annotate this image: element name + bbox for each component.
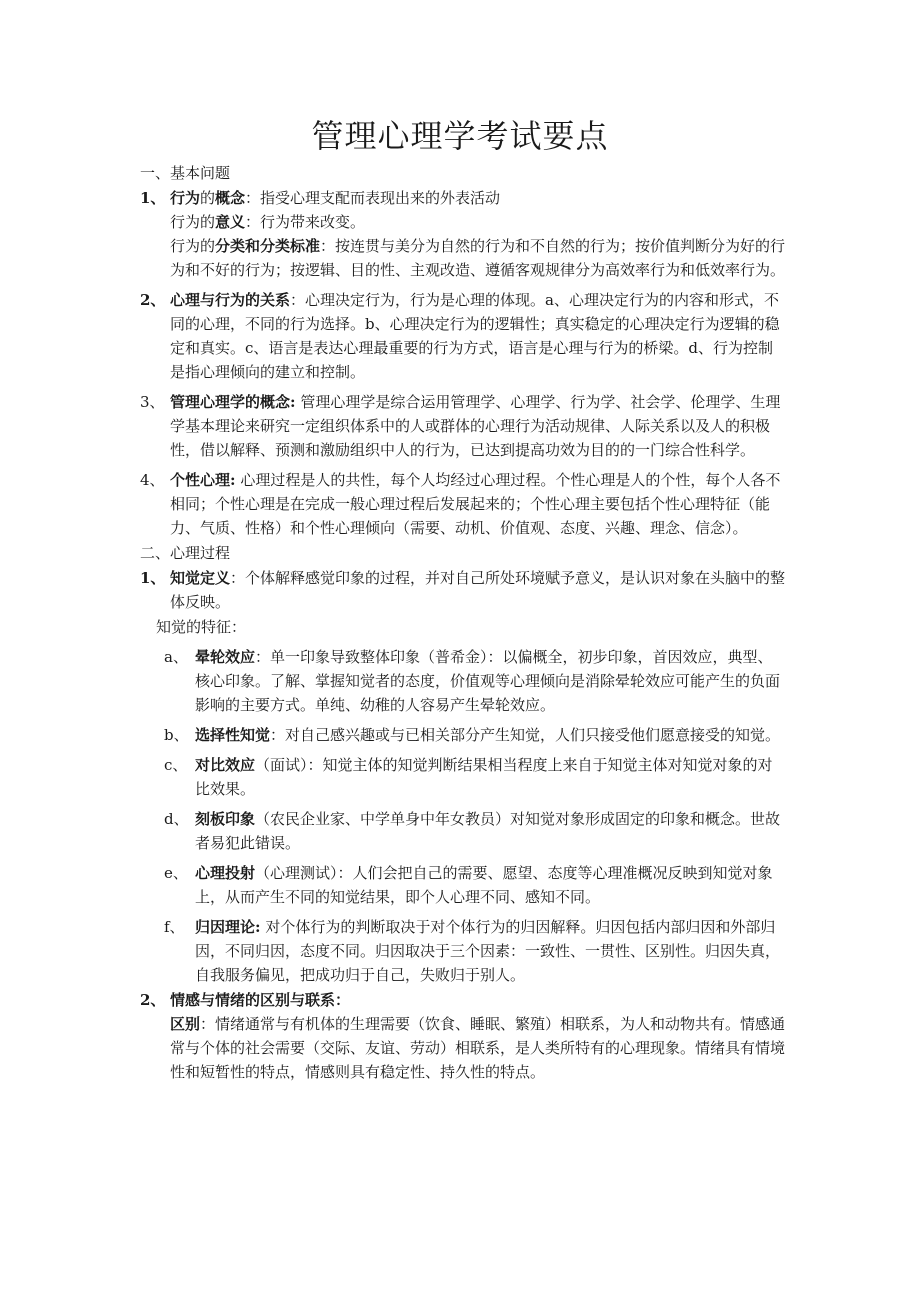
section-heading: 一、基本问题 [140, 164, 231, 182]
text: （心理测试）：人们会把自己的需要、愿望、态度等心理准概况反映到知觉对象上，从而产生不同的知觉结果，即个人心理不同、感知不同。 [195, 864, 773, 906]
paragraph [170, 234, 786, 282]
text: ：个体解释感觉印象的过程，并对自己所处环境赋予意义，是认识对象在头脑中的整体反映。 [170, 569, 786, 611]
paragraph [170, 1012, 786, 1084]
list-item [140, 988, 786, 1084]
term: 管理心理学的概念: [170, 393, 296, 411]
text: ：情绪通常与有机体的生理需要（饮食、睡眠、繁殖）相联系，为人和动物共有。情感通常与个体的社会需要（交际、友谊、劳动）相联系，是人类所特有的心理现象。情绪具有情境性和短暂性的特点，情感则具有稳定性、持久性的特点。 [170, 1015, 786, 1081]
term: 晕轮效应 [195, 648, 256, 666]
term: 选择性知觉 [195, 726, 271, 744]
feature-letter: c、 [164, 756, 188, 774]
term: 刻板印象 [195, 810, 256, 828]
paragraph [170, 210, 786, 234]
paragraph [195, 807, 786, 855]
paragraph [195, 753, 786, 801]
paragraph [170, 566, 786, 614]
feature-item [140, 915, 786, 987]
feature-item [140, 861, 786, 909]
feature-item [140, 753, 786, 801]
text: ：行为带来改变。 [245, 213, 366, 231]
features-label: 知觉的特征： [156, 618, 247, 636]
paragraph [195, 861, 786, 909]
text: 对个体行为的判断取决于对个体行为的归因解释。归因包括内部归因和外部归因，不同归因，态度不同。归因取决于三个因素：一致性、一贯性、区别性。归因失真，自我服务偏见，把成功归于自己，失败归于别人。 [195, 918, 781, 984]
term: 情感与情绪的区别与联系： [170, 991, 351, 1009]
feature-letter: a、 [164, 648, 188, 666]
feature-item [140, 723, 786, 747]
paragraph [170, 288, 786, 384]
text: 的 [200, 189, 216, 207]
paragraph [195, 915, 786, 987]
item-number: 3、 [140, 393, 165, 411]
term: 区别 [170, 1015, 201, 1033]
item-number: 4、 [140, 471, 165, 489]
list-item [140, 288, 786, 384]
term: 心理投射 [195, 864, 256, 882]
page-title: 管理心理学考试要点 [311, 117, 609, 155]
text: ：心理决定行为，行为是心理的体现。a、心理决定行为的内容和形式，不同的心理，不同的行为选择。b、心理决定行为的逻辑性；真实稳定的心理决定行为逻辑的稳定和真实。c、语言是表达心理最重要的行为方式，语言是心理与行为的桥梁。d、行为控制是指心理倾向的建立和控制。 [170, 291, 780, 381]
feature-letter: b、 [164, 726, 189, 744]
text: ：单一印象导致整体印象（普希金）：以偏概全，初步印象，首因效应，典型、核心印象。了解、掌握知觉者的态度，价值观等心理倾向是消除晕轮效应可能产生的负面影响的主要方式。单纯、幼稚的人容易产生晕轮效应。 [195, 648, 781, 714]
term: 分类和分类标准 [215, 237, 321, 255]
text: ：按连贯与美分为自然的行为和不自然的行为；按价值判断分为好的行为和不好的行为；按逻辑、目的性、主观改造、遵循客观规律分为高效率行为和低效率行为。 [170, 237, 786, 279]
feature-item [140, 645, 786, 717]
list-item [140, 390, 786, 462]
text: 管理心理学是综合运用管理学、心理学、行为学、社会学、伦理学、生理学基本理论来研究一定组织体系中的人或群体的心理行为活动规律、人际关系以及人的积极性，借以解释、预测和激励组织中人的行为，已达到提高功效为目的的一门综合性科学。 [170, 393, 781, 459]
term: 对比效应 [195, 756, 256, 774]
text: ：指受心理支配而表现出来的外表活动 [245, 189, 501, 207]
feature-letter: e、 [164, 864, 188, 882]
text: 心理过程是人的共性，每个人均经过心理过程。个性心理是人的个性，每个人各不相同；个性心理是在完成一般心理过程后发展起来的；个性心理主要包括个性心理特征（能力、气质、性格）和个性心理倾向（需要、动机、价值观、态度、兴趣、理念、信念）。 [170, 471, 781, 537]
term: 意义 [215, 213, 246, 231]
feature-letter: d、 [164, 810, 189, 828]
paragraph [195, 723, 786, 747]
text: （面试）：知觉主体的知觉判断结果相当程度上来自于知觉主体对知觉对象的对比效果。 [195, 756, 773, 798]
item-number: 2、 [140, 291, 166, 309]
term: 归因理论: [195, 918, 261, 936]
feature-item [140, 807, 786, 855]
list-item [140, 468, 786, 540]
term: 个性心理: [170, 471, 236, 489]
paragraph [170, 468, 786, 540]
item-number: 2、 [140, 991, 166, 1009]
text: 行为的 [170, 213, 216, 231]
section-heading: 二、心理过程 [140, 544, 231, 562]
document-body [140, 160, 786, 1084]
feature-letter: f、 [164, 918, 185, 936]
paragraph [170, 988, 786, 1012]
paragraph [170, 186, 786, 210]
term: 概念 [215, 189, 246, 207]
list-item [140, 566, 786, 614]
text: 行为的 [170, 237, 216, 255]
term: 知觉定义 [170, 569, 231, 587]
item-number: 1、 [140, 569, 166, 587]
term: 行为 [170, 189, 201, 207]
text: （农民企业家、中学单身中年女教员）对知觉对象形成固定的印象和概念。世故者易犯此错误。 [195, 810, 781, 852]
term: 心理与行为的关系 [170, 291, 291, 309]
text: ：对自己感兴趣或与已相关部分产生知觉，人们只接受他们愿意接受的知觉。 [270, 726, 781, 744]
paragraph [170, 390, 786, 462]
paragraph [195, 645, 786, 717]
list-item [140, 186, 786, 282]
item-number: 1、 [140, 189, 166, 207]
